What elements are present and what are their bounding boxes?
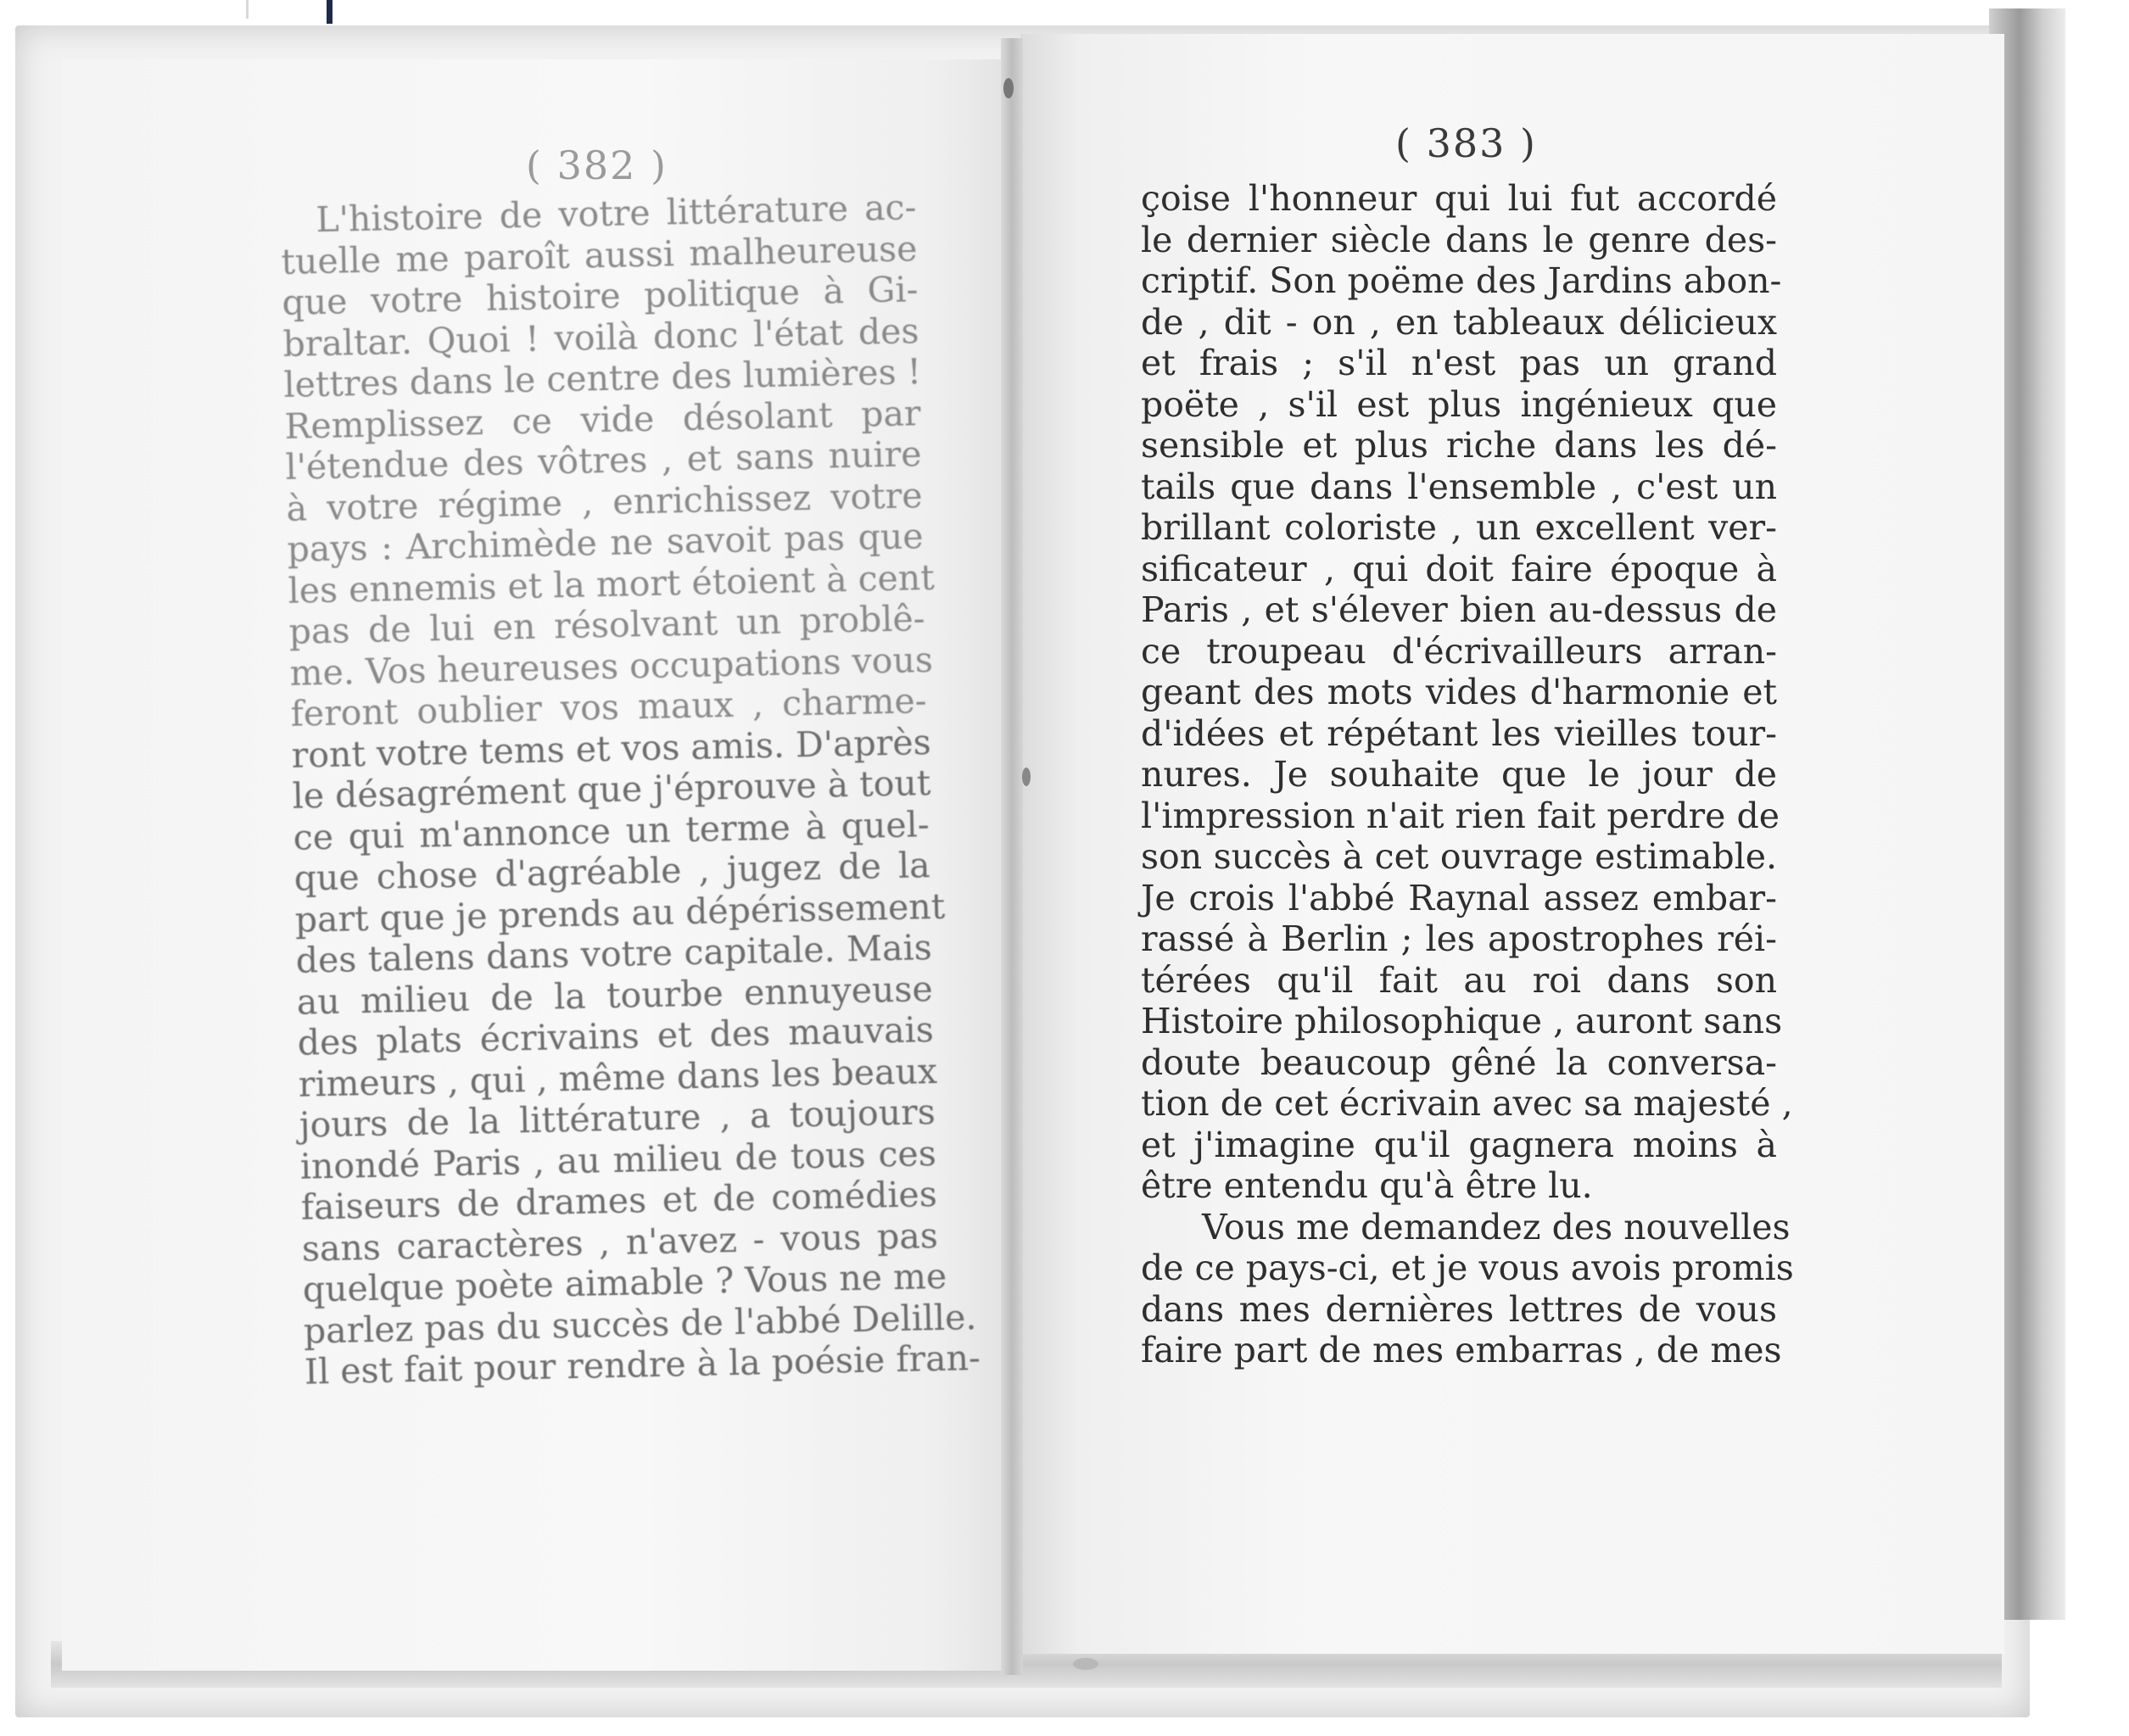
text-line: criptif. Son poëme des Jardins abon-	[1141, 260, 1782, 301]
text-line: que votre histoire politique à Gi-	[282, 269, 919, 323]
ink-smudge	[1003, 78, 1014, 98]
left-page-number: ( 382 )	[526, 142, 668, 188]
text-line: sificateur , qui doit faire époque à	[1141, 548, 1777, 589]
text-line: ce qui m'annonce un terme à quel-	[293, 803, 930, 858]
text-line: que chose d'agréable , jugez de la	[293, 845, 931, 899]
text-line: les ennemis et la mort étoient à cent	[288, 556, 936, 611]
text-line: térées qu'il fait au roi dans son	[1141, 959, 1777, 1001]
text-line: L'histoire de votre littérature ac-	[315, 187, 917, 241]
text-line: à votre régime , enrichissez votre	[286, 474, 923, 529]
text-line: de ce pays-ci, et je vous avois promis	[1141, 1248, 1794, 1288]
text-line: pays : Archimède ne savoit pas que	[287, 516, 924, 570]
text-line: faire part de mes embarras , de mes	[1141, 1330, 1782, 1370]
text-line: quelque poète aimable ? Vous ne me	[302, 1255, 947, 1310]
text-line: brillant coloriste , un excellent ver-	[1141, 507, 1777, 548]
text-line: et frais ; s'il n'est pas un grand	[1141, 343, 1777, 383]
text-line: ce troupeau d'écrivailleurs arran-	[1141, 630, 1777, 672]
text-line: sensible et plus riche dans les dé-	[1141, 425, 1777, 466]
text-line: feront oublier vos maux , charme-	[290, 680, 928, 734]
text-line: des plats écrivains et des mauvais	[297, 1009, 935, 1063]
text-line: doute beaucoup gêné la conversa-	[1141, 1041, 1777, 1083]
text-line: me. Vos heureuses occupations vous	[289, 639, 934, 694]
ink-smudge	[1022, 768, 1031, 786]
text-line: faiseurs de drames et de comédies	[300, 1174, 938, 1228]
text-line: son succès à cet ouvrage estimable.	[1141, 836, 1777, 877]
text-line: être entendu qu'à être lu.	[1141, 1165, 1593, 1206]
text-line: l'étendue des vôtres , et sans nuire	[285, 433, 922, 488]
text-line: rimeurs , qui , même dans les beaux	[298, 1050, 938, 1105]
right-page-number: ( 383 )	[1395, 120, 1537, 166]
text-line: rassé à Berlin ; les apostrophes réi-	[1141, 918, 1777, 959]
text-line: Il est fait pour rendre à la poésie fran-	[304, 1337, 981, 1393]
text-line: des talens dans votre capitale. Mais	[295, 927, 933, 981]
text-line: Paris , et s'élever bien au-dessus de	[1141, 589, 1777, 630]
text-line: çoise l'honneur qui lui fut accordé	[1141, 178, 1777, 219]
book-gutter	[1001, 38, 1023, 1675]
scan-artifact-tick	[327, 0, 332, 24]
scan-artifact-line	[246, 0, 249, 19]
text-line: part que je prends au dépérissement	[294, 885, 946, 941]
text-line: le désagrément que j'éprouve à tout	[292, 762, 931, 817]
text-line: au milieu de la tourbe ennuyeuse	[296, 968, 934, 1023]
text-line: Je crois l'abbé Raynal assez embar-	[1141, 877, 1777, 918]
text-line: et j'imagine qu'il gagnera moins à	[1141, 1124, 1777, 1165]
text-line: lettres dans le centre des lumières !	[283, 351, 922, 405]
text-line: Vous me demandez des nouvelles	[1202, 1206, 1791, 1248]
text-line: poëte , s'il est plus ingénieux que	[1141, 383, 1777, 425]
text-line: ront votre tems et vos amis. D'après	[291, 721, 932, 776]
text-line: nures. Je souhaite que le jour de	[1141, 754, 1777, 795]
text-line: tails que dans l'ensemble , c'est un	[1141, 466, 1777, 507]
text-line: le dernier siècle dans le genre des-	[1141, 219, 1777, 260]
text-line: inondé Paris , au milieu de tous ces	[299, 1132, 937, 1187]
text-line: pas de lui en résolvant un problê-	[288, 598, 925, 652]
text-line: sans caractères , n'avez - vous pas	[301, 1214, 939, 1270]
text-line: jours de la littérature , a toujours	[299, 1091, 936, 1146]
text-line: braltar. Quoi ! voilà donc l'état des	[282, 310, 919, 365]
text-line: Histoire philosophique , auront sans	[1141, 1001, 1783, 1041]
text-line: d'idées et répétant les vieilles tour-	[1141, 712, 1777, 754]
text-line: l'impression n'ait rien fait perdre de	[1141, 795, 1780, 836]
ink-smudge	[1073, 1658, 1098, 1670]
text-line: de , dit - on , en tableaux délicieux	[1141, 301, 1777, 343]
text-line: dans mes dernières lettres de vous	[1141, 1288, 1777, 1330]
text-line: tion de cet écrivain avec sa majesté ,	[1141, 1083, 1793, 1124]
text-line: parlez pas du succès de l'abbé Delille.	[303, 1296, 977, 1352]
left-page-text	[280, 187, 981, 1393]
text-line: tuelle me paroît aussi malheureuse	[281, 227, 918, 282]
right-page-text	[1141, 178, 1794, 1371]
text-line: geant des mots vides d'harmonie et	[1141, 672, 1777, 712]
text-line: Remplissez ce vide désolant par	[284, 392, 921, 447]
